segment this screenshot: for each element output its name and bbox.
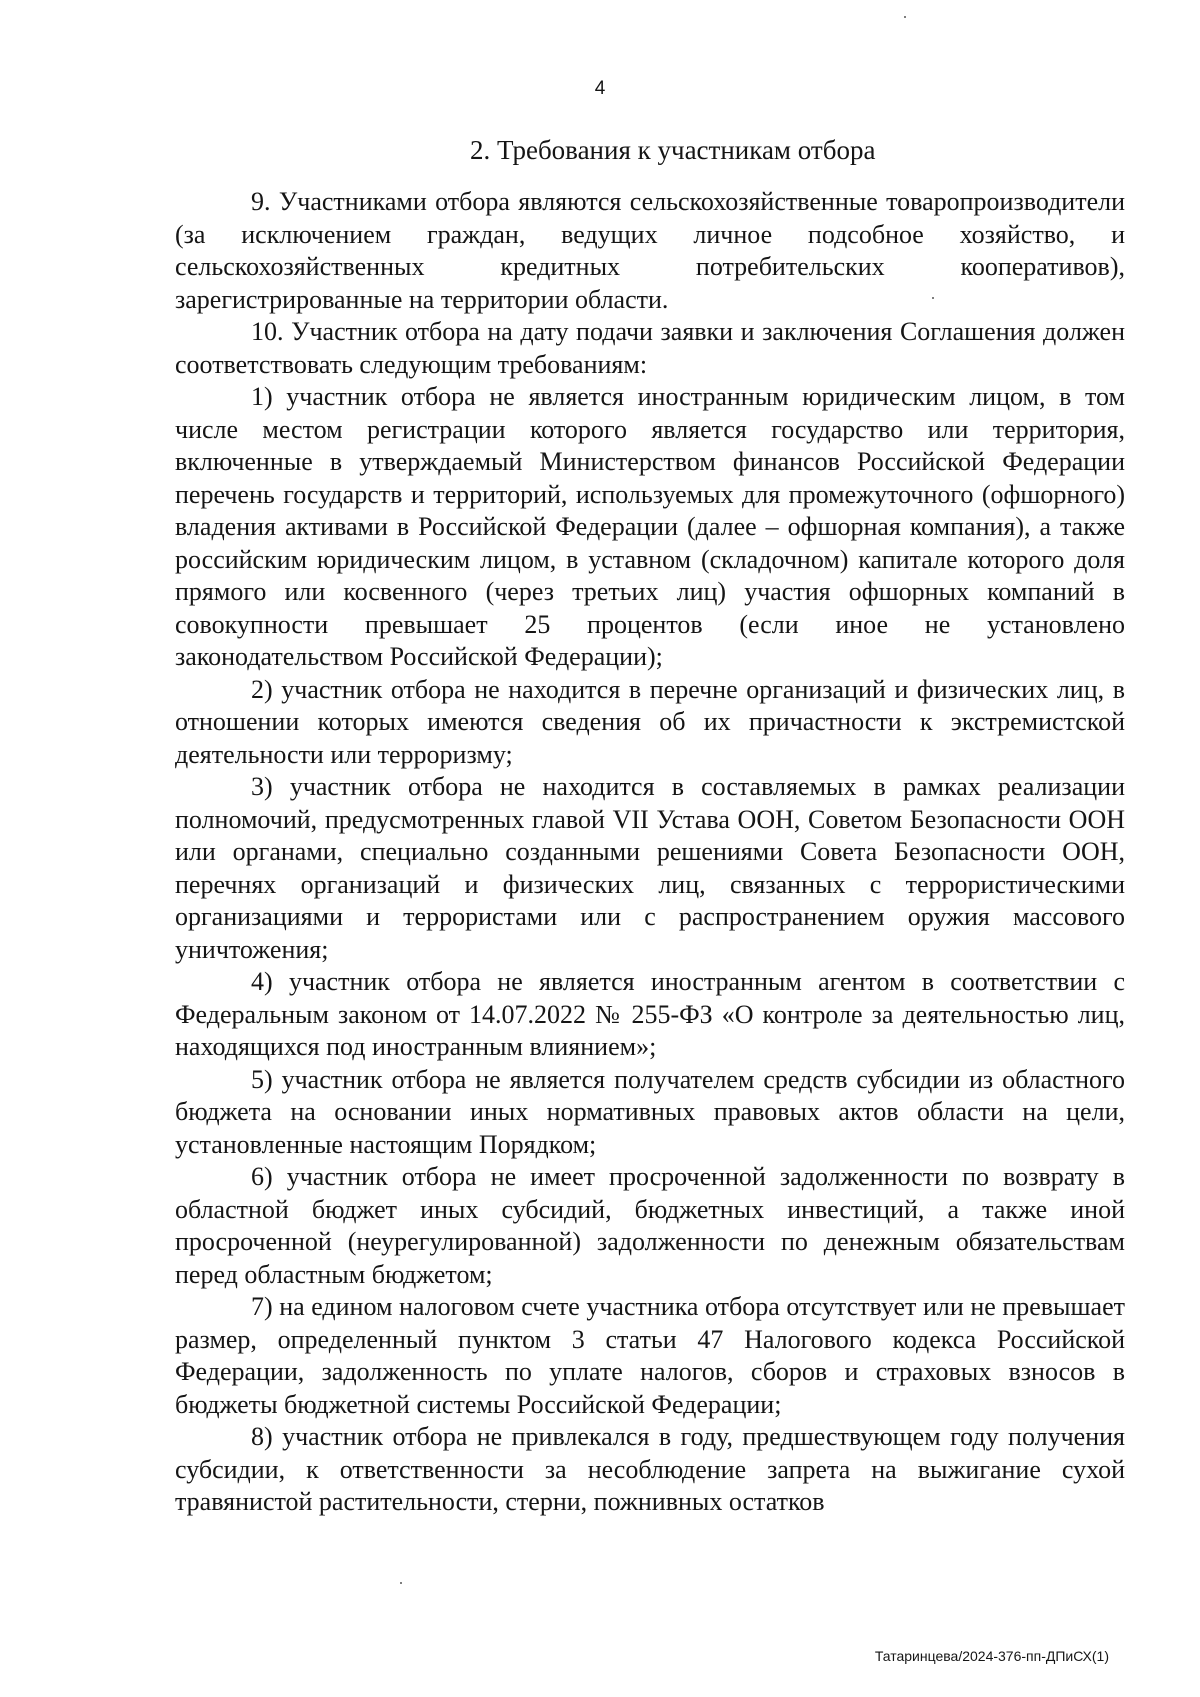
requirement-8: 8) участник отбора не привлекался в году, предшествующем году получения субсидии, к ответственности за несоблюдение запрета на выжигание сухой травянистой растительности, стерни, пожнивных остатков bbox=[175, 1422, 1125, 1516]
requirement-6: 6) участник отбора не имеет просроченной задолженности по возврату в областной бюджет иных субсидий, бюджетных инвестиций, а также иной просроченной (неурегулированной) задолженности по денежным обязательствам перед областным бюджетом; bbox=[175, 1162, 1125, 1289]
scan-speck bbox=[400, 1582, 402, 1584]
paragraph-9: 9. Участниками отбора являются сельскохозяйственные товаропроизводители (за исключением граждан, ведущих личное подсобное хозяйство, и сельскохозяйственных кредитных потребительских кооперативов), зарегистрированные на территории области. bbox=[175, 187, 1125, 314]
requirement-5: 5) участник отбора не является получателем средств субсидии из областного бюджета на основании иных нормативных правовых актов области на цели, установленные настоящим Порядком; bbox=[175, 1064, 1125, 1159]
requirement-1: 1) участник отбора не является иностранным юридическим лицом, в том числе местом регистрации которого является государство или территория, включенные в утверждаемый Министерством финансов Российской Федерации перечень государств и территорий, используемых для промежуточного (офшорного) владения активами в Российской Федерации (далее – офшорная компания), а также российским юридическим лицом, в уставном (складочном) капитале которого доля прямого или косвенного (через третьих лиц) участия офшорных компаний в совокупности превышает 25 процентов (если иное не установлено законодательством Российской Федерации); bbox=[175, 382, 1125, 671]
scan-speck bbox=[932, 297, 934, 299]
requirement-7: 7) на едином налоговом счете участника отбора отсутствует или не превышает размер, определенный пунктом 3 статьи 47 Налогового кодекса Российской Федерации, задолженность по уплате налогов, сборов и страховых взносов в бюджеты бюджетной системы Российской Федерации; bbox=[175, 1292, 1125, 1419]
requirement-3: 3) участник отбора не находится в составляемых в рамках реализации полномочий, предусмотренных главой VII Устава ООН, Советом Безопасности ООН или органами, специально созданными решениями Совета Безопасности ООН, перечнях организаций и физических лиц, связанных с террористическими организациями и террористами или с распространением оружия массового уничтожения; bbox=[175, 772, 1125, 964]
page-number: 4 bbox=[594, 78, 606, 99]
section-heading: 2. Требования к участникам отбора bbox=[470, 135, 876, 165]
requirement-2: 2) участник отбора не находится в перечне организаций и физических лиц, в отношении которых имеются сведения об их причастности к экстремистской деятельности или терроризму; bbox=[175, 674, 1125, 769]
document-registration-code: Татаринцева/2024-376-пп-ДПиСХ(1) bbox=[874, 1648, 1109, 1664]
document-body bbox=[175, 186, 1125, 1519]
scan-speck bbox=[904, 16, 906, 18]
paragraph-10: 10. Участник отбора на дату подачи заявки и заключения Соглашения должен соответствовать следующим требованиям: bbox=[175, 317, 1125, 379]
requirement-4: 4) участник отбора не является иностранным агентом в соответствии с Федеральным законом от 14.07.2022 № 255-ФЗ «О контроле за деятельностью лиц, находящихся под иностранным влиянием»; bbox=[175, 967, 1125, 1061]
